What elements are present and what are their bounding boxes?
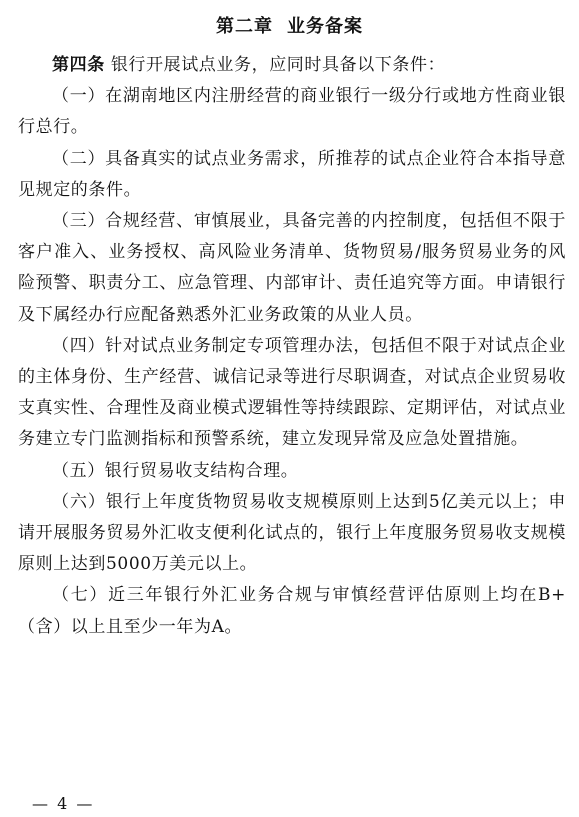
article-intro-paragraph — [18, 50, 566, 81]
condition-item: （三）合规经营、审慎展业，具备完善的内控制度，包括但不限于客户准入、业务授权、高风险业务清单、货物贸易/服务贸易业务的风险预警、职责分工、应急管理、内部审计、责任追究等方面。申请银行及下属经办行应配备熟悉外汇业务政策的从业人员。 — [18, 211, 566, 325]
page-number: — 4 — — [32, 794, 95, 813]
article-label: 第四条 — [52, 55, 105, 75]
chapter-name: 业务备案 — [287, 16, 363, 37]
condition-item: （六）银行上年度货物贸易收支规模原则上达到5亿美元以上；申请开展服务贸易外汇收支便利化试点的，银行上年度服务贸易收支规模原则上达到5000万美元以上。 — [18, 491, 566, 575]
article-intro: 银行开展试点业务，应同时具备以下条件： — [110, 55, 446, 75]
condition-item: （四）针对试点业务制定专项管理办法，包括但不限于对试点企业的主体身份、生产经营、诚信记录等进行尽职调查，对试点企业贸易收支真实性、合理性及商业模式逻辑性等持续跟踪、定期评估，对试点业务建立专门监测指标和预警系统，建立发现异常及应急处置措施。 — [18, 335, 566, 450]
chapter-title — [0, 12, 579, 38]
document-body — [18, 50, 566, 643]
condition-item: （一）在湖南地区内注册经营的商业银行一级分行或地方性商业银行总行。 — [18, 86, 566, 138]
chapter-number: 第二章 — [216, 16, 273, 37]
condition-item: （二）具备真实的试点业务需求，所推荐的试点企业符合本指导意见规定的条件。 — [18, 148, 566, 200]
condition-item: （五）银行贸易收支结构合理。 — [52, 460, 299, 481]
condition-item: （七）近三年银行外汇业务合规与审慎经营评估原则上均在B+（含）以上且至少一年为A。 — [18, 585, 566, 637]
